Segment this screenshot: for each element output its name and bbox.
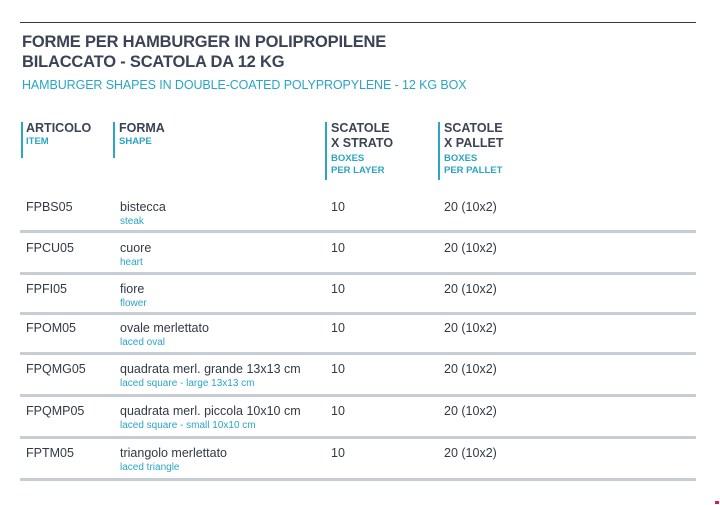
header-accent-bar <box>438 122 440 180</box>
boxes-per-pallet: 20 (10x2) <box>444 321 497 335</box>
shape-name-en: flower <box>120 298 147 309</box>
header-scatole-pallet-en-1: BOXES <box>444 153 478 164</box>
shape-name-en: laced square - large 13x13 cm <box>120 378 255 389</box>
table-row <box>20 321 696 363</box>
header-accent-bar <box>325 122 327 180</box>
item-code: FPTM05 <box>26 446 74 460</box>
item-code: FPCU05 <box>26 241 74 255</box>
header-articolo-it: ARTICOLO <box>26 121 92 135</box>
shape-name-en: heart <box>120 257 143 268</box>
shape-cell <box>120 321 209 348</box>
shape-name-it: quadrata merl. grande 13x13 cm <box>120 362 301 376</box>
shape-name-en: steak <box>120 216 144 227</box>
shape-name-it: ovale merlettato <box>120 321 209 335</box>
header-scatole-strato <box>331 121 393 177</box>
item-code: FPOM05 <box>26 321 77 335</box>
table-row <box>20 241 696 283</box>
header-scatole-pallet-it-2: X PALLET <box>444 136 504 150</box>
shape-name-it: triangolo merlettato <box>120 446 228 460</box>
header-forma-en: SHAPE <box>119 136 152 147</box>
boxes-per-pallet: 20 (10x2) <box>444 404 497 418</box>
row-divider <box>20 312 696 315</box>
boxes-per-layer: 10 <box>331 200 345 214</box>
header-accent-bar <box>113 122 115 158</box>
page-title-line-1: FORME PER HAMBURGER IN POLIPROPILENE <box>22 33 387 51</box>
boxes-per-layer: 10 <box>331 404 345 418</box>
table-row <box>20 282 696 324</box>
shape-cell <box>120 282 147 309</box>
row-divider <box>20 436 696 439</box>
boxes-per-pallet: 20 (10x2) <box>444 200 497 214</box>
shape-name-en: laced triangle <box>120 462 180 473</box>
boxes-per-layer: 10 <box>331 282 345 296</box>
shape-cell <box>120 200 166 227</box>
header-articolo <box>26 121 91 148</box>
page-title-line-2: BILACCATO - SCATOLA DA 12 KG <box>22 53 285 71</box>
table-row <box>20 200 696 242</box>
header-scatole-pallet-it-1: SCATOLE <box>444 121 503 135</box>
header-forma-it: FORMA <box>119 121 165 135</box>
table-row <box>20 404 696 446</box>
item-code: FPFI05 <box>26 282 67 296</box>
shape-cell <box>120 446 227 473</box>
header-scatole-pallet-en-2: PER PALLET <box>444 165 503 176</box>
boxes-per-pallet: 20 (10x2) <box>444 446 497 460</box>
table-row <box>20 446 696 488</box>
boxes-per-layer: 10 <box>331 241 345 255</box>
shape-cell <box>120 404 301 431</box>
header-scatole-strato-it-1: SCATOLE <box>331 121 390 135</box>
header-scatole-strato-en-1: BOXES <box>331 153 365 164</box>
header-accent-bar <box>21 122 23 158</box>
header-forma <box>119 121 165 148</box>
item-code: FPBS05 <box>26 200 73 214</box>
row-divider <box>20 272 696 275</box>
boxes-per-layer: 10 <box>331 446 345 460</box>
header-scatole-strato-it-2: X STRATO <box>331 136 394 150</box>
header-scatole-pallet <box>444 121 504 177</box>
top-divider <box>20 22 696 23</box>
item-code: FPQMG05 <box>26 362 86 376</box>
boxes-per-layer: 10 <box>331 321 345 335</box>
item-code: FPQMP05 <box>26 404 85 418</box>
header-articolo-en: ITEM <box>26 136 49 147</box>
boxes-per-pallet: 20 (10x2) <box>444 362 497 376</box>
shape-name-en: laced square - small 10x10 cm <box>120 420 256 431</box>
page-subtitle: HAMBURGER SHAPES IN DOUBLE-COATED POLYPROPYLENE - 12 KG BOX <box>22 78 467 92</box>
shape-name-it: quadrata merl. piccola 10x10 cm <box>120 404 301 418</box>
row-divider <box>20 352 696 355</box>
shape-name-it: cuore <box>120 241 152 255</box>
row-divider <box>20 230 696 233</box>
row-divider <box>20 478 696 481</box>
row-divider <box>20 394 696 397</box>
shape-cell <box>120 362 301 389</box>
shape-name-it: bistecca <box>120 200 166 214</box>
corner-mark <box>715 501 719 504</box>
shape-name-en: laced oval <box>120 337 166 348</box>
boxes-per-pallet: 20 (10x2) <box>444 282 497 296</box>
shape-cell <box>120 241 151 268</box>
shape-name-it: fiore <box>120 282 145 296</box>
boxes-per-layer: 10 <box>331 362 345 376</box>
table-row <box>20 362 696 404</box>
boxes-per-pallet: 20 (10x2) <box>444 241 497 255</box>
header-scatole-strato-en-2: PER LAYER <box>331 165 385 176</box>
